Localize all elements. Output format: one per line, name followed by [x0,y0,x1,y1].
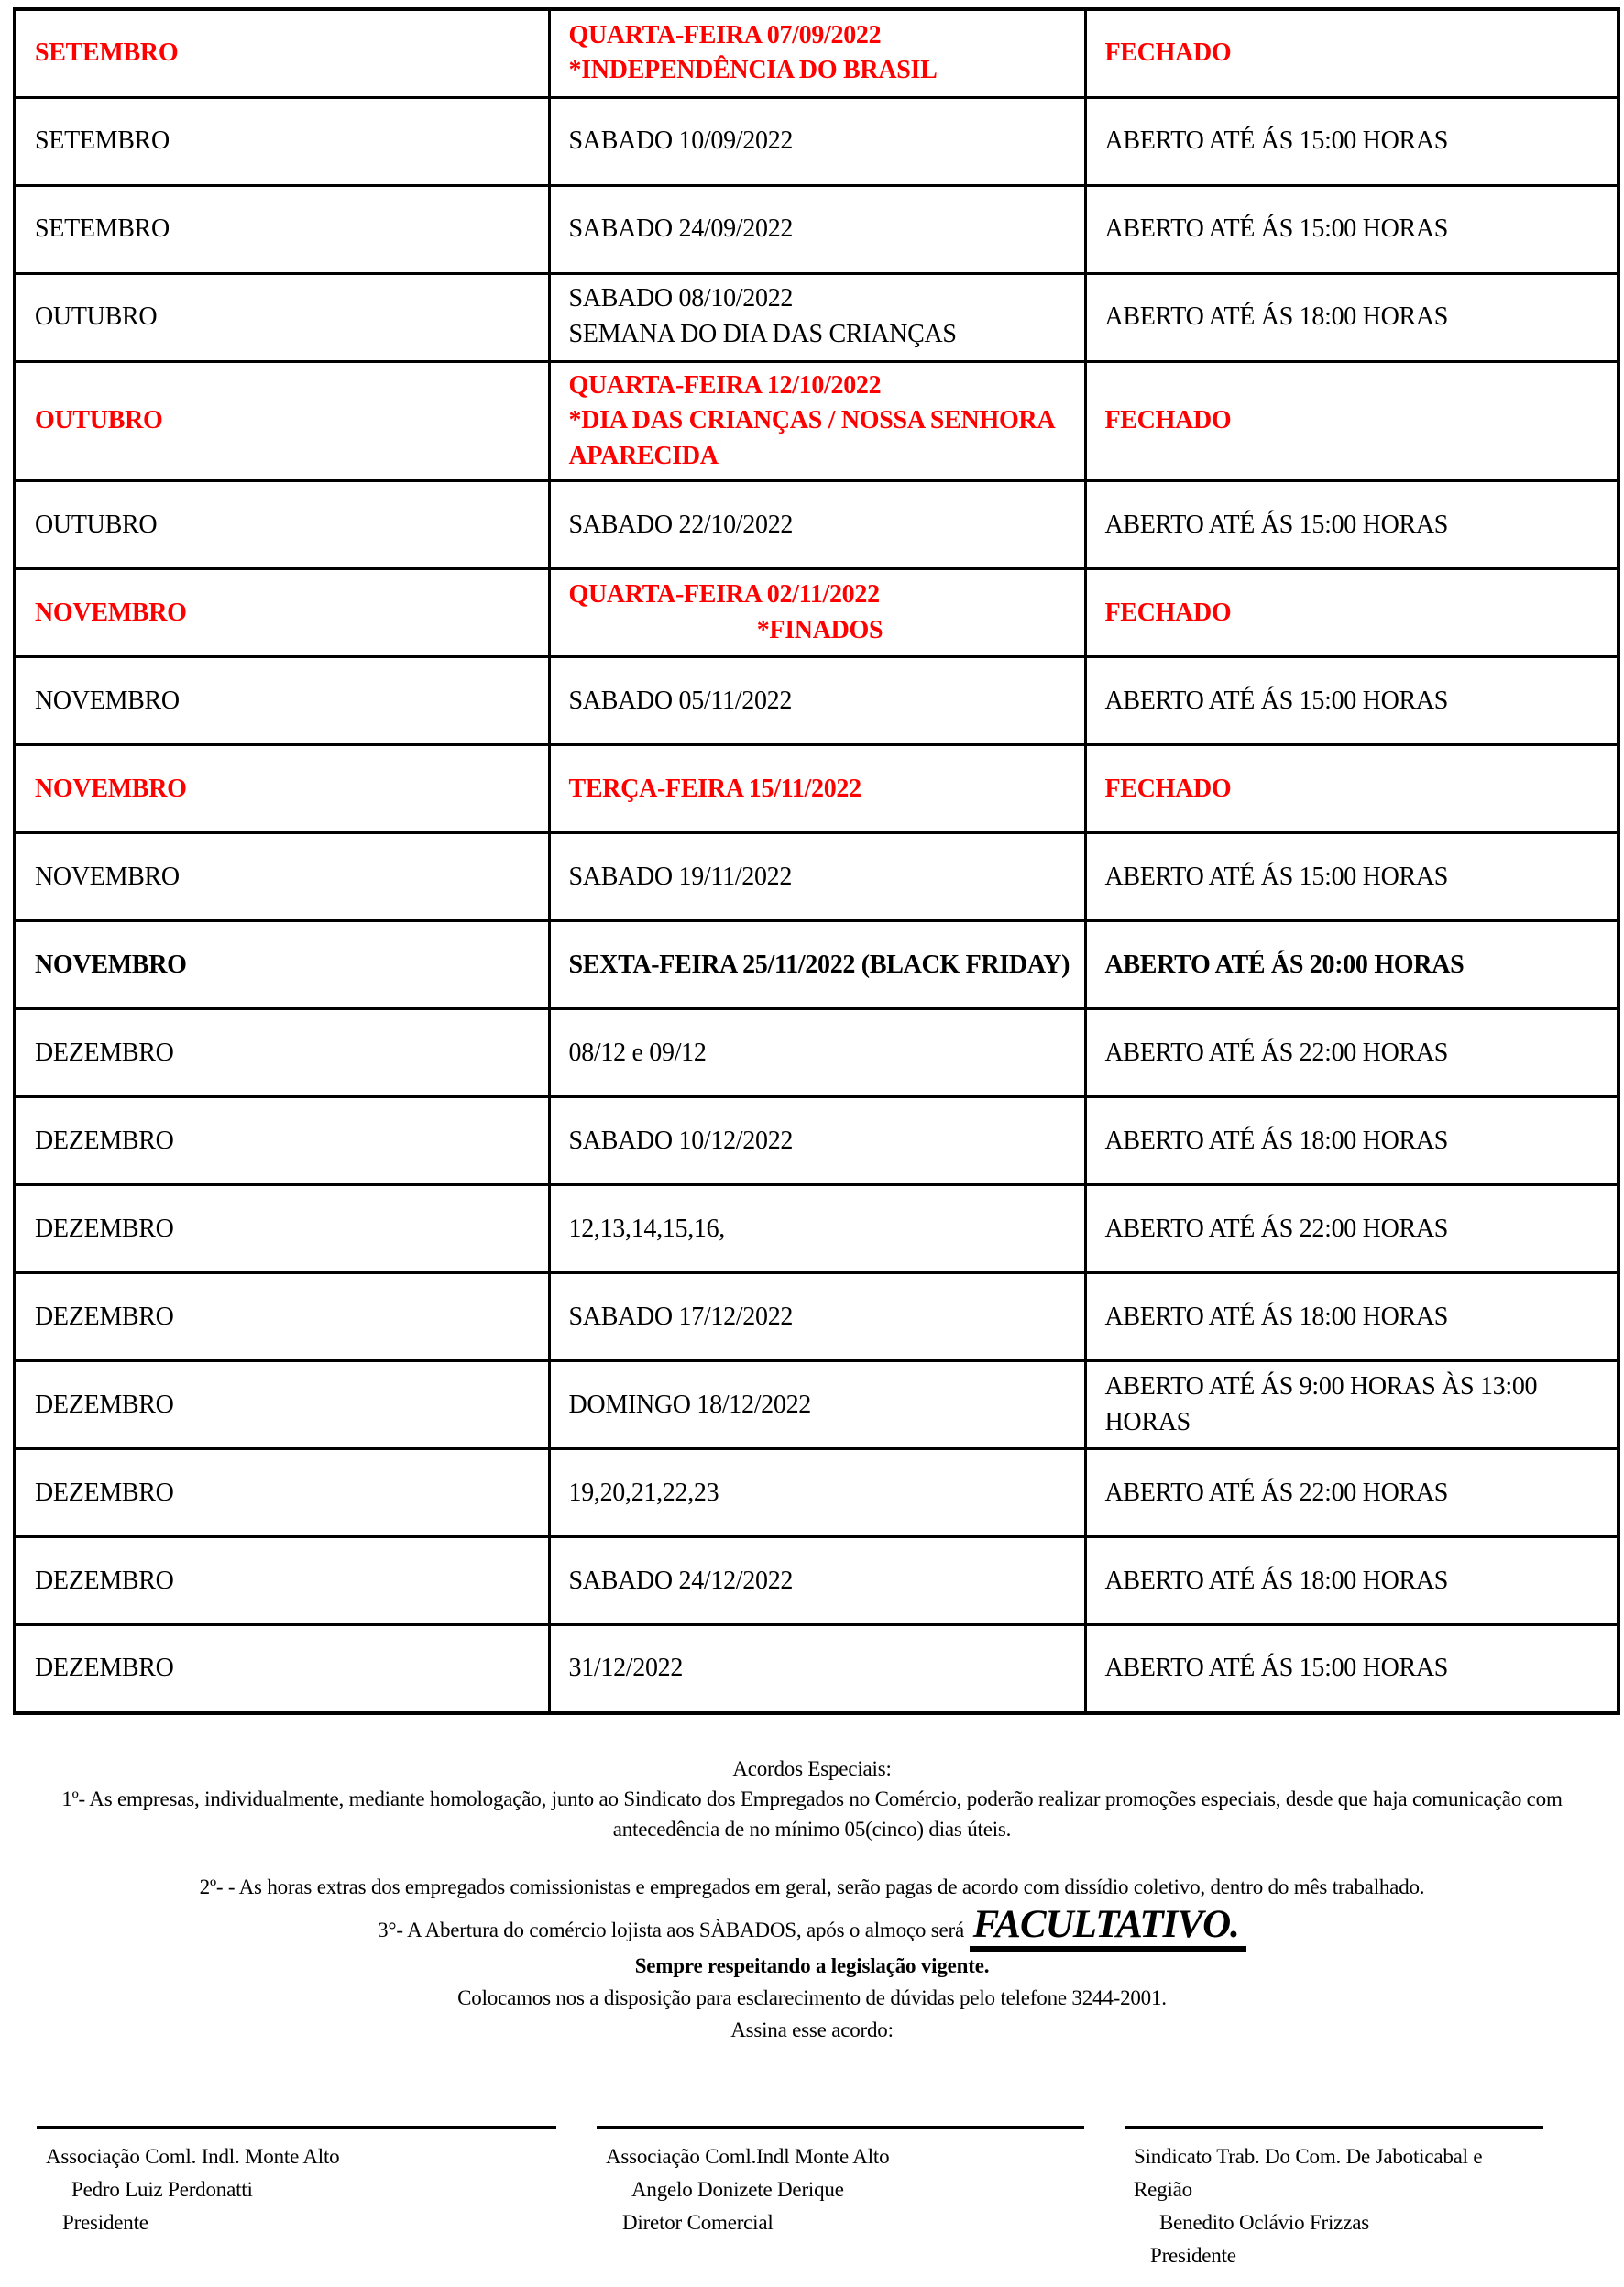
status-cell: ABERTO ATÉ ÁS 15:00 HORAS [1085,657,1619,745]
schedule-table-body [15,9,1619,1713]
status-cell: ABERTO ATÉ ÁS 15:00 HORAS [1085,97,1619,185]
special-agreements-section [0,1754,1624,2045]
date-cell [549,9,1085,97]
status-cell: ABERTO ATÉ ÁS 18:00 HORAS [1085,273,1619,361]
table-row [15,1361,1619,1449]
date-line: SABADO 10/12/2022 [568,1126,794,1155]
date-line: *FINADOS [756,615,883,644]
date-line: 19,20,21,22,23 [568,1478,719,1507]
date-line: *DIA DAS CRIANÇAS / NOSSA SENHORA [568,406,1056,435]
table-row [15,657,1619,745]
signature-block [1125,2126,1543,2272]
date-line: TERÇA-FEIRA 15/11/2022 [568,774,861,803]
month-cell: DEZEMBRO [15,1097,549,1185]
month-cell: NOVEMBRO [15,833,549,921]
month-cell: OUTUBRO [15,481,549,569]
table-row [15,745,1619,833]
date-cell [549,1009,1085,1097]
status-cell: FECHADO [1085,745,1619,833]
date-cell [549,273,1085,361]
status-cell: FECHADO [1085,9,1619,97]
status-cell: ABERTO ATÉ ÁS 15:00 HORAS [1085,1625,1619,1713]
date-line: QUARTA-FEIRA 02/11/2022 [568,580,880,610]
date-cell [549,745,1085,833]
month-cell: SETEMBRO [15,97,549,185]
table-row [15,1273,1619,1361]
date-line: SABADO 05/11/2022 [568,686,793,715]
signature-org: Associação Coml.Indl Monte Alto [606,2144,890,2168]
month-cell: SETEMBRO [15,9,549,97]
status-cell: FECHADO [1085,361,1619,481]
date-cell [549,185,1085,273]
date-line: SABADO 24/09/2022 [568,214,794,243]
month-cell: DEZEMBRO [15,1361,549,1449]
table-row [15,1449,1619,1537]
month-cell: DEZEMBRO [15,1537,549,1625]
status-cell: ABERTO ATÉ ÁS 22:00 HORAS [1085,1449,1619,1537]
date-cell [549,361,1085,481]
signature-role: Presidente [1150,2243,1236,2267]
status-cell: ABERTO ATÉ ÁS 15:00 HORAS [1085,481,1619,569]
date-cell [549,1273,1085,1361]
date-cell [549,97,1085,185]
month-cell: SETEMBRO [15,185,549,273]
status-cell: FECHADO [1085,569,1619,657]
date-line: DOMINGO 18/12/2022 [568,1390,811,1419]
date-cell [549,1185,1085,1273]
date-line: APARECIDA [568,441,719,470]
special-agreements-title: Acordos Especiais: [732,1756,892,1780]
table-row [15,569,1619,657]
clause-2: 2º- - As horas extras dos empregados comissionistas e empregados em geral, serão pagas de acordo com dissídio coletivo, dentro do mês trabalhado. [199,1875,1425,1898]
month-cell: NOVEMBRO [15,745,549,833]
date-line: 31/12/2022 [568,1654,684,1683]
signatures [37,2126,1543,2272]
date-line: *INDEPENDÊNCIA DO BRASIL [568,56,938,85]
status-cell: ABERTO ATÉ ÁS 22:00 HORAS [1085,1009,1619,1097]
date-cell [549,1097,1085,1185]
signature-role: Presidente [62,2210,148,2234]
date-cell [549,481,1085,569]
status-cell: ABERTO ATÉ ÁS 18:00 HORAS [1085,1273,1619,1361]
sign-prompt: Assina esse acordo: [730,2018,894,2041]
date-line: 12,13,14,15,16, [568,1214,726,1243]
date-line: SABADO 22/10/2022 [568,510,794,539]
status-cell: ABERTO ATÉ ÁS 20:00 HORAS [1085,921,1619,1009]
status-cell: ABERTO ATÉ ÁS 18:00 HORAS [1085,1537,1619,1625]
date-line: SABADO 19/11/2022 [568,862,793,891]
signature-block [37,2126,556,2272]
table-row [15,921,1619,1009]
date-line: SABADO 10/09/2022 [568,126,794,155]
table-row [15,361,1619,481]
table-row [15,833,1619,921]
date-line: SEXTA-FEIRA 25/11/2022 (BLACK FRIDAY) [568,950,1070,979]
signature-org: Associação Coml. Indl. Monte Alto [46,2144,340,2168]
table-row [15,1537,1619,1625]
legislation-note: Sempre respeitando a legislação vigente. [634,1953,990,1977]
table-row [15,273,1619,361]
date-line: SABADO 08/10/2022 [568,284,794,313]
date-cell [549,1537,1085,1625]
month-cell: DEZEMBRO [15,1185,549,1273]
date-cell [549,657,1085,745]
clause-3-text: 3°- A Abertura do comércio lojista aos SÀBADOS, após o almoço será [378,1918,964,1941]
date-cell [549,1449,1085,1537]
table-row [15,97,1619,185]
signature-name: Benedito Oclávio Frizzas [1159,2210,1369,2234]
table-row [15,1625,1619,1713]
date-line: SEMANA DO DIA DAS CRIANÇAS [568,320,957,348]
month-cell: NOVEMBRO [15,921,549,1009]
table-row [15,185,1619,273]
date-line: SABADO 17/12/2022 [568,1302,794,1331]
table-row [15,1097,1619,1185]
contact-note: Colocamos nos a disposição para esclarecimento de dúvidas pelo telefone 3244-2001. [457,1985,1167,2009]
table-row [15,481,1619,569]
date-cell [549,833,1085,921]
status-cell: ABERTO ATÉ ÁS 15:00 HORAS [1085,833,1619,921]
signature-org: Sindicato Trab. Do Com. De Jaboticabal e Região [1134,2144,1483,2201]
date-cell [549,569,1085,657]
month-cell: DEZEMBRO [15,1449,549,1537]
table-row [15,1185,1619,1273]
date-cell [549,1625,1085,1713]
date-cell [549,1361,1085,1449]
status-cell: ABERTO ATÉ ÁS 18:00 HORAS [1085,1097,1619,1185]
table-row [15,9,1619,97]
month-cell: DEZEMBRO [15,1273,549,1361]
date-line: SABADO 24/12/2022 [568,1566,794,1595]
status-cell: ABERTO ATÉ ÁS 15:00 HORAS [1085,185,1619,273]
month-cell: NOVEMBRO [15,569,549,657]
clause-3 [0,1902,1624,1946]
month-cell: DEZEMBRO [15,1009,549,1097]
month-cell: OUTUBRO [15,273,549,361]
signature-name: Angelo Donizete Derique [631,2177,844,2201]
month-cell: DEZEMBRO [15,1625,549,1713]
schedule-table [13,7,1620,1715]
date-line: 08/12 e 09/12 [568,1038,707,1067]
month-cell: NOVEMBRO [15,657,549,745]
signature-name: Pedro Luiz Perdonatti [71,2177,253,2201]
date-line: QUARTA-FEIRA 12/10/2022 [568,370,882,400]
clause-1: 1º- As empresas, individualmente, mediante homologação, junto ao Sindicato dos Empregados no Comércio, poderão realizar promoções especiais, desde que haja comunicação com antecedência de no mínimo 05(cinco) dias úteis. [61,1787,1563,1841]
status-cell: ABERTO ATÉ ÁS 22:00 HORAS [1085,1185,1619,1273]
status-cell: ABERTO ATÉ ÁS 9:00 HORAS ÀS 13:00 HORAS [1085,1361,1619,1449]
clause-3-facultativo: FACULTATIVO. [970,1903,1246,1952]
date-cell [549,921,1085,1009]
signature-role: Diretor Comercial [622,2210,774,2234]
month-cell: OUTUBRO [15,361,549,481]
signature-block [597,2126,1084,2272]
table-row [15,1009,1619,1097]
date-line: QUARTA-FEIRA 07/09/2022 [568,20,882,49]
